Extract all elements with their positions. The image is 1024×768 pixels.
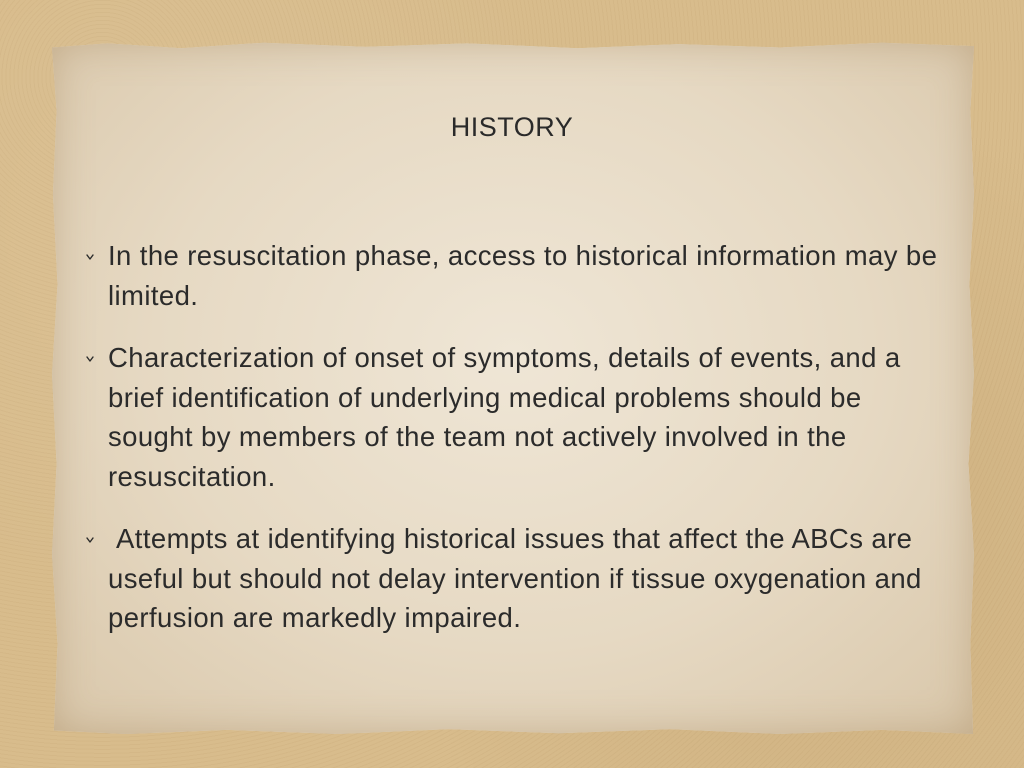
chevron-down-icon	[86, 535, 94, 545]
bullet-item	[92, 338, 952, 496]
bullet-text: Characterization of onset of symptoms, details of events, and a brief identification of underlying medical problems should be sought by members of the team not actively involved in the resuscitation.	[108, 342, 901, 492]
bullet-item	[92, 236, 952, 315]
bullet-item	[92, 519, 952, 638]
chevron-down-icon	[86, 252, 94, 262]
bullet-text: Attempts at identifying historical issues that affect the ABCs are useful but should not delay intervention if tissue oxygenation and perfusion are markedly impaired.	[108, 523, 930, 633]
bullet-list	[92, 236, 952, 638]
slide-title: HISTORY	[450, 112, 574, 142]
bullet-text: In the resuscitation phase, access to historical information may be limited.	[108, 240, 938, 311]
chevron-down-icon	[86, 354, 94, 364]
